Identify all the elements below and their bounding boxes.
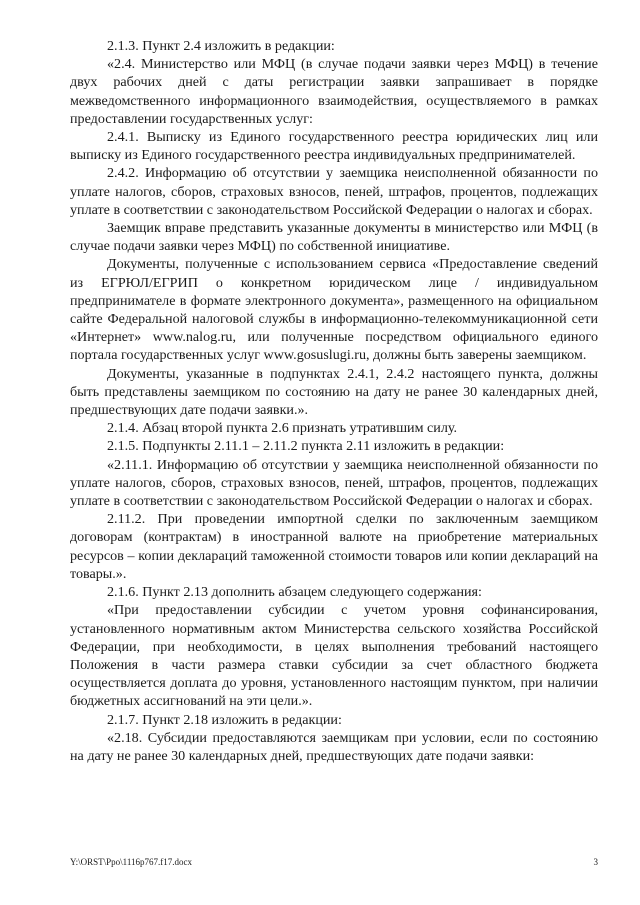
paragraph-documents-date: Документы, указанные в подпунктах 2.4.1, 2.4.2 настоящего пункта, должны быть представлены заемщиком по состоянию на дату не ранее 30 календарных дней, предшествующих дате подачи заявки.».: [70, 365, 598, 419]
paragraph-2-1-6: 2.1.6. Пункт 2.13 дополнить абзацем следующего содержания:: [107, 584, 482, 601]
paragraph-documents-service: Документы, полученные с использованием сервиса «Предоставление сведений из ЕГРЮЛ/ЕГРИП о конкретном юридическом лице / индивидуальном предпринимателе в формате электронного документа», размещенного на официальном сайте Федеральной налоговой службы в информационно-телекоммуникационной сети «Интернет» www.nalog.ru, или полученные посредством официального единого портала государственных услуг www.gosuslugi.ru, должны быть заверены заемщиком.: [70, 256, 598, 364]
paragraph-2-11-2: 2.11.2. При проведении импортной сделки по заключенным заемщиком договорам (контрактам) в иностранной валюте на приобретение материальных ресурсов – копии деклараций таможенной стоимости товаров или копии деклараций на товары.».: [70, 511, 598, 582]
paragraph-2-1-3: 2.1.3. Пункт 2.4 изложить в редакции:: [107, 38, 335, 54]
paragraph-2-4-1: 2.4.1. Выписку из Единого государственного реестра юридических лиц или выписку из Единого государственного реестра индивидуальных предпринимателей.: [70, 129, 598, 164]
page-footer: [70, 855, 598, 869]
paragraph-2-4: «2.4. Министерство или МФЦ (в случае подачи заявки через МФЦ) в течение двух рабочих дней с даты регистрации заявки запрашивает в порядке межведомственного информационного взаимодействия, осуществляемого в рамках предоставлении государственных услуг:: [70, 56, 598, 127]
page-number: 3: [593, 857, 598, 867]
paragraph-2-11-1: «2.11.1. Информацию об отсутствии у заемщика неисполненной обязанности по уплате налогов, сборов, страховых взносов, пеней, штрафов, процентов, подлежащих уплате в соответствии с законодательством Российской Федерации о налогах и сборах.: [70, 456, 598, 510]
paragraph-2-1-5: 2.1.5. Подпункты 2.11.1 – 2.11.2 пункта 2.11 изложить в редакции:: [107, 438, 505, 455]
paragraph-2-1-7: 2.1.7. Пункт 2.18 изложить в редакции:: [107, 711, 342, 728]
document-body: [70, 37, 598, 765]
paragraph-2-18: «2.18. Субсидии предоставляются заемщикам при условии, если по состоянию на дату не ранее 30 календарных дней, предшествующих дате подачи заявки:: [70, 729, 598, 764]
paragraph-2-4-2: 2.4.2. Информацию об отсутствии у заемщика неисполненной обязанности по уплате налогов, сборов, страховых взносов, пеней, штрафов, процентов, подлежащих уплате в соответствии с законодательством Российской Федерации о налогах и сборах.: [70, 165, 598, 218]
paragraph-2-1-4: 2.1.4. Абзац второй пункта 2.6 признать утратившим силу.: [107, 420, 458, 437]
file-path: Y:\ORST\Ppo\1116p767.f17.docx: [70, 857, 193, 867]
paragraph-borrower-right: Заемщик вправе представить указанные документы в министерство или МФЦ (в случае подачи заявки через МФЦ) по собственной инициативе.: [70, 220, 598, 255]
paragraph-cofinancing: «При предоставлении субсидии с учетом уровня софинансирования, установленного нормативным актом Министерства сельского хозяйства Российской Федерации, при необходимости, в целях выполнения требований настоящего Положения в части размера ставки субсидии за счет областного бюджета осуществляется доплата до уровня, установленного настоящим пунктом, при наличии бюджетных ассигнований на эти цели.».: [70, 602, 598, 710]
